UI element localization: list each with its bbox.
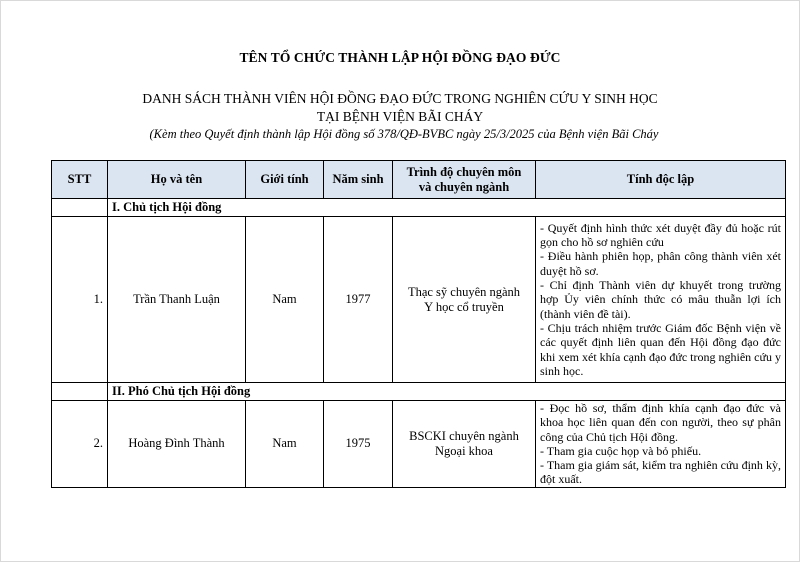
col-header-birth-year: Năm sinh (324, 161, 393, 199)
duty-item: - Đọc hồ sơ, thẩm định khía cạnh đạo đức và khoa học liên quan đến con người, theo sự phân công của Chủ tịch Hội đồng. (540, 401, 781, 444)
qualification-line2: Y học cổ truyền (424, 299, 504, 314)
col-header-gender: Giới tính (246, 161, 324, 199)
col-header-independence: Tính độc lập (536, 161, 786, 199)
section-label: I. Chủ tịch Hội đồng (108, 199, 786, 217)
duty-item: - Tham gia cuộc họp và bỏ phiếu. (540, 443, 702, 458)
list-title-line1: DANH SÁCH THÀNH VIÊN HỘI ĐỒNG ĐẠO ĐỨC TRONG NGHIÊN CỨU Y SINH HỌC (142, 91, 658, 106)
org-title: TÊN TỔ CHỨC THÀNH LẬP HỘI ĐỒNG ĐẠO ĐỨC (239, 50, 561, 65)
table-row (52, 401, 786, 488)
col-header-qualification (393, 161, 536, 199)
duty-item: - Quyết định hình thức xét duyệt đầy đủ hoặc rút gọn cho hồ sơ nghiên cứu (540, 220, 781, 250)
cell-independence (536, 217, 786, 383)
duty-item: - Chịu trách nhiệm trước Giám đốc Bệnh viện về các quyết định liên quan đến Hội đồng đạo đức khi xem xét khía cạnh đạo đức trong nghiên cứu y sinh học. (540, 320, 781, 378)
cell-gender: Nam (246, 217, 324, 383)
cell-stt: 1. (52, 217, 108, 383)
col-header-stt: STT (52, 161, 108, 199)
col-header-name: Họ và tên (108, 161, 246, 199)
section-row-chairman (52, 199, 786, 217)
list-title-line2: TẠI BỆNH VIỆN BÃI CHÁY (316, 109, 484, 124)
cell-qualification (393, 401, 536, 488)
duty-item: - Điều hành phiên họp, phân công thành viên xét duyệt hồ sơ. (540, 249, 781, 278)
members-table (51, 160, 786, 488)
cell-independence (536, 401, 786, 488)
table-row (52, 217, 786, 383)
qualification-line1: Thạc sỹ chuyên ngành (407, 284, 521, 299)
decision-note: (Kèm theo Quyết định thành lập Hội đồng số 378/QĐ-BVBC ngày 25/3/2025 của Bệnh viện Bãi Cháy (149, 127, 659, 141)
cell-name: Trần Thanh Luận (108, 217, 246, 383)
col-header-qualification-line1: Trình độ chuyên môn (406, 164, 522, 179)
section-row-vice-chairman (52, 383, 786, 401)
cell-name: Hoàng Đình Thành (108, 401, 246, 488)
section-spacer (52, 199, 108, 217)
duty-item: - Chỉ định Thành viên dự khuyết trong trường hợp Ủy viên chính thức có mâu thuẫn lợi ích (thành viên đề tài). (540, 278, 781, 321)
col-header-qualification-line2: và chuyên ngành (418, 179, 510, 194)
cell-stt: 2. (52, 401, 108, 488)
section-spacer (52, 383, 108, 401)
cell-birth-year: 1977 (324, 217, 393, 383)
duty-item: - Tham gia giám sát, kiểm tra nghiên cứu định kỳ, đột xuất. (540, 458, 781, 487)
cell-gender: Nam (246, 401, 324, 488)
cell-qualification (393, 217, 536, 383)
table-header-row (52, 161, 786, 199)
section-label: II. Phó Chủ tịch Hội đồng (108, 383, 786, 401)
cell-birth-year: 1975 (324, 401, 393, 488)
qualification-line2: Ngoại khoa (435, 443, 493, 458)
qualification-line1: BSCKI chuyên ngành (409, 428, 519, 443)
